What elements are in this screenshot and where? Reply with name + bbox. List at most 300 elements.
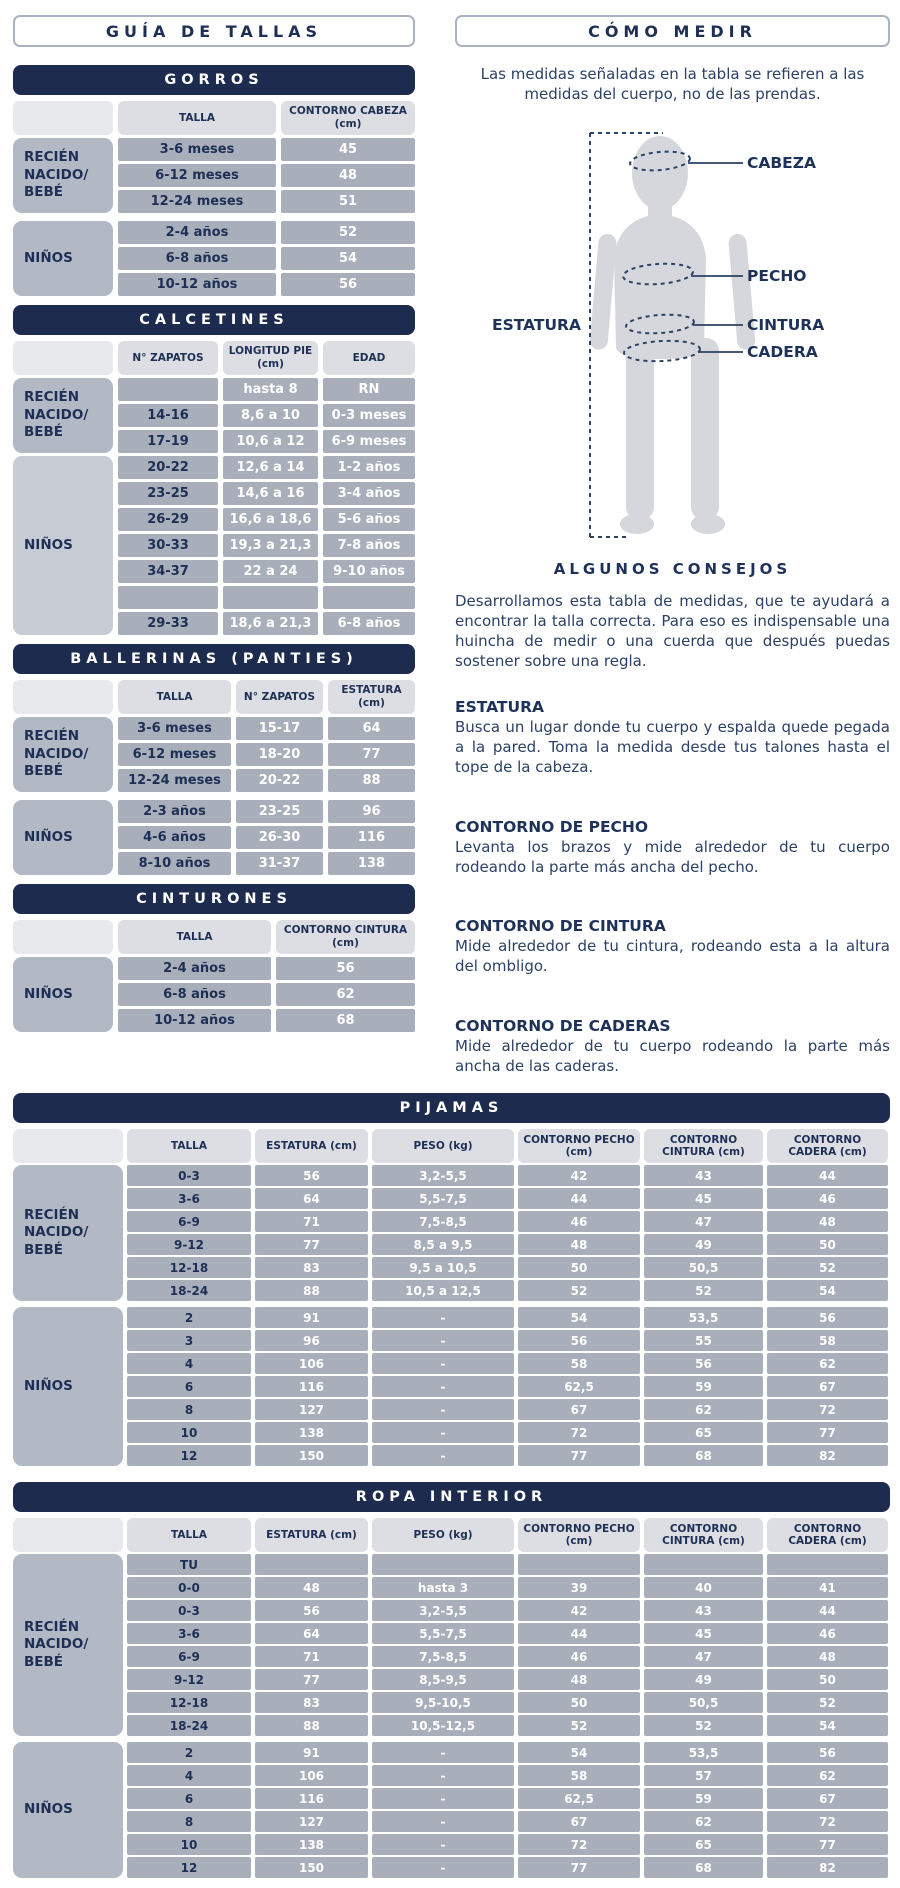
size-cell: 6: [127, 1376, 251, 1397]
size-cell: 8: [127, 1399, 251, 1420]
value-cell: [767, 1554, 888, 1575]
value-cell: 56: [255, 1600, 368, 1621]
value-cell: 62: [767, 1765, 888, 1786]
value-cell: 44: [767, 1600, 888, 1621]
header-cell: CONTORNO CABEZA (cm): [281, 101, 415, 135]
value-cell: 15-17: [236, 717, 323, 740]
cinturones-title-banner: CINTURONES: [13, 884, 415, 914]
header-cell: PESO (kg): [372, 1129, 514, 1163]
corner-cell: [13, 341, 113, 375]
size-cell: 9-12: [127, 1234, 251, 1255]
value-cell: -: [372, 1307, 514, 1328]
value-cell: 77: [255, 1234, 368, 1255]
value-cell: 49: [644, 1234, 763, 1255]
size-guide-title-box: [13, 15, 415, 47]
value-cell: -: [372, 1811, 514, 1832]
value-cell: 71: [255, 1211, 368, 1232]
value-cell: 83: [255, 1257, 368, 1278]
value-cell: 5,5-7,5: [372, 1188, 514, 1209]
header-cell: ESTATURA (cm): [255, 1518, 368, 1552]
tip-estatura-text: Busca un lugar donde tu cuerpo y espalda quede pegada a la pared. Toma la medida desde tus talones hasta el tope de la cabeza.: [455, 717, 890, 776]
value-cell: 77: [518, 1857, 640, 1878]
value-cell: 82: [767, 1445, 888, 1466]
value-cell: 57: [644, 1765, 763, 1786]
value-cell: [372, 1554, 514, 1575]
size-cell: 4: [127, 1353, 251, 1374]
corner-cell: [13, 1129, 123, 1163]
value-cell: 62: [644, 1811, 763, 1832]
value-cell: 7-8 años: [323, 534, 415, 557]
value-cell: 45: [281, 138, 415, 161]
value-cell: 67: [767, 1376, 888, 1397]
header-cell: ESTATURA (cm): [255, 1129, 368, 1163]
value-cell: hasta 8: [223, 378, 318, 401]
tip-contorno-cintura-text: Mide alrededor de tu cintura, rodeando esta a la altura del ombligo.: [455, 937, 890, 976]
value-cell: 8,5 a 9,5: [372, 1234, 514, 1255]
value-cell: 77: [767, 1834, 888, 1855]
value-cell: 10,6 a 12: [223, 430, 318, 453]
value-cell: 88: [328, 769, 415, 792]
value-cell: 62: [767, 1353, 888, 1374]
size-cell: 2-4 años: [118, 221, 276, 244]
value-cell: 96: [255, 1330, 368, 1351]
value-cell: -: [372, 1742, 514, 1763]
value-cell: 71: [255, 1646, 368, 1667]
value-cell: 3,2-5,5: [372, 1165, 514, 1186]
value-cell: -: [372, 1330, 514, 1351]
value-cell: 44: [767, 1165, 888, 1186]
value-cell: 150: [255, 1857, 368, 1878]
value-cell: 68: [276, 1009, 415, 1032]
value-cell: 7,5-8,5: [372, 1646, 514, 1667]
value-cell: -: [372, 1834, 514, 1855]
value-cell: 48: [767, 1646, 888, 1667]
value-cell: 43: [644, 1600, 763, 1621]
size-cell: 12-18: [127, 1257, 251, 1278]
header-cell: CONTORNO PECHO (cm): [518, 1518, 640, 1552]
size-cell: 6-8 años: [118, 983, 271, 1006]
size-cell: 18-24: [127, 1715, 251, 1736]
value-cell: 52: [644, 1715, 763, 1736]
value-cell: 23-25: [236, 800, 323, 823]
cinturones-table: [13, 920, 415, 1032]
value-cell: 91: [255, 1307, 368, 1328]
value-cell: RN: [323, 378, 415, 401]
value-cell: 42: [518, 1165, 640, 1186]
corner-cell: [13, 680, 113, 714]
value-cell: 50,5: [644, 1692, 763, 1713]
tip-contorno-pecho-title: CONTORNO DE PECHO: [455, 817, 649, 836]
size-cell: 6: [127, 1788, 251, 1809]
group-gap: [13, 1303, 888, 1305]
tip-contorno-pecho: [455, 818, 890, 878]
group-label: NIÑOS: [13, 1742, 123, 1878]
value-cell: 10,5-12,5: [372, 1715, 514, 1736]
value-cell: 72: [767, 1811, 888, 1832]
size-cell: 17-19: [118, 430, 218, 453]
size-cell: 2-3 años: [118, 800, 231, 823]
how-to-measure-title: CÓMO MEDIR: [588, 21, 757, 41]
tip-contorno-caderas-title: CONTORNO DE CADERAS: [455, 1017, 671, 1036]
value-cell: 48: [518, 1234, 640, 1255]
size-cell: 30-33: [118, 534, 218, 557]
value-cell: 68: [644, 1445, 763, 1466]
value-cell: 53,5: [644, 1307, 763, 1328]
value-cell: 62: [276, 983, 415, 1006]
value-cell: 58: [767, 1330, 888, 1351]
value-cell: 44: [518, 1188, 640, 1209]
value-cell: 138: [255, 1422, 368, 1443]
value-cell: 59: [644, 1376, 763, 1397]
size-cell: 3-6: [127, 1623, 251, 1644]
value-cell: 14,6 a 16: [223, 482, 318, 505]
size-cell: 6-12 meses: [118, 164, 276, 187]
value-cell: [323, 586, 415, 609]
value-cell: -: [372, 1376, 514, 1397]
size-cell: 6-9: [127, 1211, 251, 1232]
header-cell: CONTORNO CINTURA (cm): [644, 1129, 763, 1163]
size-cell: 3-6 meses: [118, 717, 231, 740]
value-cell: 50: [767, 1234, 888, 1255]
value-cell: 6-8 años: [323, 612, 415, 635]
group-label: NIÑOS: [13, 957, 113, 1032]
value-cell: 116: [328, 826, 415, 849]
size-cell: 8-10 años: [118, 852, 231, 875]
value-cell: 56: [281, 273, 415, 296]
size-cell: 10: [127, 1834, 251, 1855]
value-cell: [644, 1554, 763, 1575]
value-cell: 106: [255, 1353, 368, 1374]
value-cell: 51: [281, 190, 415, 213]
value-cell: 9,5 a 10,5: [372, 1257, 514, 1278]
value-cell: 20-22: [236, 769, 323, 792]
group-label: NIÑOS: [13, 1307, 123, 1466]
value-cell: 54: [518, 1307, 640, 1328]
value-cell: 3-4 años: [323, 482, 415, 505]
right-column: [455, 15, 890, 1077]
value-cell: 52: [281, 221, 415, 244]
size-cell: 10-12 años: [118, 273, 276, 296]
header-cell: TALLA: [127, 1518, 251, 1552]
value-cell: 42: [518, 1600, 640, 1621]
value-cell: 47: [644, 1646, 763, 1667]
size-cell: 0-3: [127, 1165, 251, 1186]
value-cell: 50: [518, 1692, 640, 1713]
tip-contorno-cintura-title: CONTORNO DE CINTURA: [455, 917, 666, 936]
size-cell: 34-37: [118, 560, 218, 583]
value-cell: hasta 3: [372, 1577, 514, 1598]
value-cell: [223, 586, 318, 609]
value-cell: 8,6 a 10: [223, 404, 318, 427]
header-cell: CONTORNO PECHO (cm): [518, 1129, 640, 1163]
value-cell: 46: [518, 1646, 640, 1667]
value-cell: 77: [767, 1422, 888, 1443]
value-cell: 7,5-8,5: [372, 1211, 514, 1232]
size-cell: 12: [127, 1857, 251, 1878]
value-cell: 62,5: [518, 1788, 640, 1809]
header-cell: LONGITUD PIE (cm): [223, 341, 318, 375]
tips-intro-paragraph: Desarrollamos esta tabla de medidas, que te ayudará a encontrar la talla correcta. Para eso es indispensable una huincha de medir o una cuerda que después puedas sostener sobre una regla.: [455, 592, 890, 670]
value-cell: 68: [644, 1857, 763, 1878]
tip-estatura: [455, 698, 890, 778]
value-cell: -: [372, 1788, 514, 1809]
size-cell: 18-24: [127, 1280, 251, 1301]
header-cell: TALLA: [118, 920, 271, 954]
size-guide-title: GUÍA DE TALLAS: [105, 21, 323, 41]
group-label: RECIÉN NACIDO/ BEBÉ: [13, 138, 113, 213]
value-cell: 127: [255, 1399, 368, 1420]
cinturones-section: [13, 884, 415, 1032]
value-cell: 56: [644, 1353, 763, 1374]
value-cell: 88: [255, 1715, 368, 1736]
value-cell: 96: [328, 800, 415, 823]
value-cell: 67: [767, 1788, 888, 1809]
header-cell: TALLA: [118, 101, 276, 135]
value-cell: -: [372, 1765, 514, 1786]
value-cell: 138: [328, 852, 415, 875]
value-cell: -: [372, 1399, 514, 1420]
group-label: RECIÉN NACIDO/ BEBÉ: [13, 1165, 123, 1301]
value-cell: 88: [255, 1280, 368, 1301]
group-label: NIÑOS: [13, 800, 113, 875]
value-cell: 62,5: [518, 1376, 640, 1397]
tip-contorno-pecho-text: Levanta los brazos y mide alrededor de tu cuerpo rodeando la parte más ancha del pecho.: [455, 837, 890, 876]
value-cell: 72: [518, 1422, 640, 1443]
value-cell: 12,6 a 14: [223, 456, 318, 479]
calcetines-section: [13, 305, 415, 635]
value-cell: 52: [518, 1715, 640, 1736]
header-cell: CONTORNO CINTURA (cm): [276, 920, 415, 954]
value-cell: 77: [518, 1445, 640, 1466]
value-cell: 52: [518, 1280, 640, 1301]
size-cell: 20-22: [118, 456, 218, 479]
value-cell: 138: [255, 1834, 368, 1855]
group-label: RECIÉN NACIDO/ BEBÉ: [13, 1554, 123, 1736]
measure-intro-text: Las medidas señaladas en la tabla se refieren a las medidas del cuerpo, no de las prendas.: [480, 65, 865, 103]
value-cell: 77: [328, 743, 415, 766]
header-cell: TALLA: [127, 1129, 251, 1163]
size-cell: 2: [127, 1742, 251, 1763]
value-cell: 50,5: [644, 1257, 763, 1278]
value-cell: 48: [281, 164, 415, 187]
corner-cell: [13, 920, 113, 954]
value-cell: 54: [281, 247, 415, 270]
value-cell: 56: [767, 1742, 888, 1763]
value-cell: -: [372, 1422, 514, 1443]
header-cell: N° ZAPATOS: [236, 680, 323, 714]
pijamas-section: [13, 1093, 890, 1466]
value-cell: 91: [255, 1742, 368, 1763]
size-cell: 10: [127, 1422, 251, 1443]
group-label: RECIÉN NACIDO/ BEBÉ: [13, 717, 113, 792]
cintura-label: CINTURA: [747, 316, 825, 334]
value-cell: 52: [644, 1280, 763, 1301]
value-cell: 5,5-7,5: [372, 1623, 514, 1644]
value-cell: 116: [255, 1376, 368, 1397]
value-cell: 3,2-5,5: [372, 1600, 514, 1621]
value-cell: 46: [767, 1188, 888, 1209]
ropa-interior-section: [13, 1482, 890, 1878]
cadera-label: CADERA: [747, 343, 818, 361]
value-cell: 65: [644, 1834, 763, 1855]
gorros-table: [13, 101, 415, 296]
calcetines-table: [13, 341, 415, 635]
size-cell: TU: [127, 1554, 251, 1575]
value-cell: 1-2 años: [323, 456, 415, 479]
value-cell: 44: [518, 1623, 640, 1644]
group-gap: [13, 795, 415, 797]
size-cell: 8: [127, 1811, 251, 1832]
left-column: [13, 15, 415, 1041]
value-cell: 116: [255, 1788, 368, 1809]
value-cell: 54: [518, 1742, 640, 1763]
size-cell: 14-16: [118, 404, 218, 427]
header-cell: EDAD: [323, 341, 415, 375]
corner-cell: [13, 101, 113, 135]
calcetines-title-banner: CALCETINES: [13, 305, 415, 335]
value-cell: 6-9 meses: [323, 430, 415, 453]
tip-contorno-caderas-text: Mide alrededor de tu cuerpo rodeando la parte más ancha de las caderas.: [455, 1037, 890, 1076]
size-cell: 6-8 años: [118, 247, 276, 270]
pijamas-table: [13, 1129, 890, 1466]
value-cell: 67: [518, 1811, 640, 1832]
size-cell: 12-24 meses: [118, 190, 276, 213]
value-cell: 31-37: [236, 852, 323, 875]
header-cell: CONTORNO CADERA (cm): [767, 1518, 888, 1552]
value-cell: 50: [518, 1257, 640, 1278]
size-cell: 3-6 meses: [118, 138, 276, 161]
size-cell: 12-18: [127, 1692, 251, 1713]
value-cell: -: [372, 1353, 514, 1374]
ballerinas-title-banner: BALLERINAS (PANTIES): [13, 644, 415, 674]
value-cell: 83: [255, 1692, 368, 1713]
value-cell: 54: [767, 1715, 888, 1736]
value-cell: 43: [644, 1165, 763, 1186]
size-cell: 9-12: [127, 1669, 251, 1690]
value-cell: 18,6 a 21,3: [223, 612, 318, 635]
value-cell: 52: [767, 1692, 888, 1713]
size-cell: 26-29: [118, 508, 218, 531]
size-cell: 2: [127, 1307, 251, 1328]
value-cell: 62: [644, 1399, 763, 1420]
size-cell: 23-25: [118, 482, 218, 505]
how-to-measure-title-box: [455, 15, 890, 47]
value-cell: 54: [767, 1280, 888, 1301]
group-label: NIÑOS: [13, 456, 113, 635]
tip-estatura-title: ESTATURA: [455, 697, 545, 716]
value-cell: 0-3 meses: [323, 404, 415, 427]
value-cell: [518, 1554, 640, 1575]
value-cell: 49: [644, 1669, 763, 1690]
ropa_interior-title-banner: ROPA INTERIOR: [13, 1482, 890, 1512]
value-cell: 150: [255, 1445, 368, 1466]
value-cell: 52: [767, 1257, 888, 1278]
group-label: NIÑOS: [13, 221, 113, 296]
value-cell: 26-30: [236, 826, 323, 849]
size-cell: [118, 378, 218, 401]
size-cell: 10-12 años: [118, 1009, 271, 1032]
size-cell: 6-9: [127, 1646, 251, 1667]
tips-section-title: ALGUNOS CONSEJOS: [553, 560, 792, 578]
value-cell: 64: [255, 1188, 368, 1209]
value-cell: 19,3 a 21,3: [223, 534, 318, 557]
value-cell: 45: [644, 1188, 763, 1209]
value-cell: 106: [255, 1765, 368, 1786]
value-cell: 10,5 a 12,5: [372, 1280, 514, 1301]
value-cell: 56: [255, 1165, 368, 1186]
value-cell: 48: [518, 1669, 640, 1690]
gorros-title-banner: GORROS: [13, 65, 415, 95]
estatura-label: ESTATURA: [491, 316, 581, 334]
value-cell: 40: [644, 1577, 763, 1598]
value-cell: 56: [276, 957, 415, 980]
pijamas-title-banner: PIJAMAS: [13, 1093, 890, 1123]
header-cell: ESTATURA (cm): [328, 680, 415, 714]
size-cell: 3: [127, 1330, 251, 1351]
value-cell: 41: [767, 1577, 888, 1598]
size-cell: 6-12 meses: [118, 743, 231, 766]
value-cell: 56: [518, 1330, 640, 1351]
size-cell: 12-24 meses: [118, 769, 231, 792]
tip-contorno-cintura: [455, 917, 890, 977]
value-cell: 72: [518, 1834, 640, 1855]
tip-contorno-caderas: [455, 1017, 890, 1077]
size-cell: 0-3: [127, 1600, 251, 1621]
value-cell: 72: [767, 1399, 888, 1420]
cabeza-label: CABEZA: [747, 154, 817, 172]
value-cell: 48: [767, 1211, 888, 1232]
header-cell: CONTORNO CINTURA (cm): [644, 1518, 763, 1552]
value-cell: 77: [255, 1669, 368, 1690]
corner-cell: [13, 1518, 123, 1552]
value-cell: 18-20: [236, 743, 323, 766]
size-cell: 4-6 años: [118, 826, 231, 849]
value-cell: 46: [518, 1211, 640, 1232]
child-silhouette-illustration: [455, 126, 890, 550]
value-cell: 46: [767, 1623, 888, 1644]
value-cell: 58: [518, 1765, 640, 1786]
value-cell: 22 a 24: [223, 560, 318, 583]
value-cell: 58: [518, 1353, 640, 1374]
header-cell: TALLA: [118, 680, 231, 714]
value-cell: 9,5-10,5: [372, 1692, 514, 1713]
value-cell: 56: [767, 1307, 888, 1328]
ballerinas-table: [13, 680, 415, 875]
value-cell: 16,6 a 18,6: [223, 508, 318, 531]
size-cell: 4: [127, 1765, 251, 1786]
value-cell: 64: [328, 717, 415, 740]
ballerinas-section: [13, 644, 415, 875]
group-label: RECIÉN NACIDO/ BEBÉ: [13, 378, 113, 453]
size-cell: 29-33: [118, 612, 218, 635]
size-cell: [118, 586, 218, 609]
group-gap: [13, 1738, 888, 1740]
value-cell: 67: [518, 1399, 640, 1420]
size-cell: 2-4 años: [118, 957, 271, 980]
value-cell: 65: [644, 1422, 763, 1443]
header-cell: N° ZAPATOS: [118, 341, 218, 375]
value-cell: 45: [644, 1623, 763, 1644]
value-cell: 9-10 años: [323, 560, 415, 583]
size-cell: 0-0: [127, 1577, 251, 1598]
measurement-figure: [455, 126, 890, 550]
value-cell: 8,5-9,5: [372, 1669, 514, 1690]
header-cell: CONTORNO CADERA (cm): [767, 1129, 888, 1163]
gorros-section: [13, 65, 415, 296]
value-cell: -: [372, 1445, 514, 1466]
pecho-label: PECHO: [747, 267, 807, 285]
value-cell: 50: [767, 1669, 888, 1690]
